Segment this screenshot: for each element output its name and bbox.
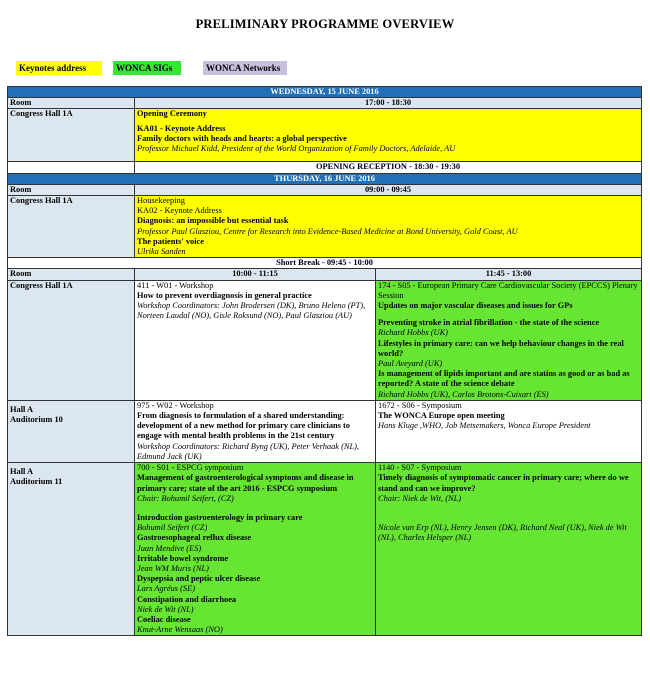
room-name: Hall A Auditorium 11 xyxy=(8,463,135,636)
session-code: 174 - S05 - European Primary Care Cardiovascular Society (EPCCS) Plenary Session xyxy=(378,280,638,300)
session-code: 700 - S01 - ESPCG symposium xyxy=(137,463,244,473)
speaker: Niek de Wit (NL) xyxy=(137,604,194,614)
session-title: Opening Ceremony xyxy=(137,109,207,119)
time-slot: 10:00 - 11:15 xyxy=(135,269,376,280)
day-header: WEDNESDAY, 15 JUNE 2016 xyxy=(8,87,642,98)
speaker: Workshop Coordinators: Richard Byng (UK), Peter Verhaak (NL), Edmund Jack (UK) xyxy=(137,441,359,461)
session-cell xyxy=(376,400,642,462)
chair: Chair: Niek de Wit, (NL) xyxy=(378,493,462,503)
session-title: Diagnosis: an impossible but essential task xyxy=(137,216,289,226)
session-code: 1140 - S07 - Symposium xyxy=(378,463,462,473)
talk-title: Coeliac disease xyxy=(137,614,191,624)
session-title: The WONCA Europe open meeting xyxy=(378,411,505,421)
speaker: Hans Kluge ,WHO, Job Metsemakers, Wonca Europe President xyxy=(378,421,591,431)
room-label: Room xyxy=(8,98,135,109)
room-label: Room xyxy=(8,269,135,280)
speaker: Richard Hobbs (UK), Carlos Brotons-Cuixart (ES) xyxy=(378,389,549,399)
session-cell xyxy=(376,280,642,400)
speaker: Ulrika Sanden xyxy=(137,247,186,257)
talk-title: Is management of lipids important and are statins as good or as bad as reported? A state of the science debate xyxy=(378,369,630,389)
reception-row: OPENING RECEPTION - 18:30 - 19:30 xyxy=(135,162,642,173)
session-title: Updates on major vascular diseases and issues for GPs xyxy=(378,301,573,311)
day-header: THURSDAY, 16 JUNE 2016 xyxy=(8,173,642,184)
session-code: 975 - W02 - Workshop xyxy=(137,400,214,410)
speaker: Juan Mendive (ES) xyxy=(137,543,202,553)
speaker: Lars Agréus (SE) xyxy=(137,584,196,594)
session-cell xyxy=(135,463,376,636)
speaker: Professor Michael Kidd, President of the World Organization of Family Doctors, Adelaide, AU xyxy=(137,144,456,154)
speaker: Knut-Arne Wensaas (NO) xyxy=(137,625,223,635)
room-label: Room xyxy=(8,184,135,195)
legend-networks: WONCA Networks xyxy=(203,61,287,75)
talk-title: Introduction gastroenterology in primary care xyxy=(137,512,303,522)
room-name: Congress Hall 1A xyxy=(8,196,135,258)
speaker: Richard Hobbs (UK) xyxy=(378,328,448,338)
speaker: Workshop Coordinators: John Brodersen (DK), Bruno Heleno (PT), Norteen Laudal (NO), Gisle Roksund (NO), Paul Glasziou (AU) xyxy=(137,301,366,321)
session-cell xyxy=(376,463,642,636)
speaker: Bohumil Seifert (CZ) xyxy=(137,523,208,533)
talk-title: Constipation and diarrhoea xyxy=(137,594,237,604)
talk-title: Lifestyles in primary care: can we help behaviour changes in the real world? xyxy=(378,338,624,358)
session-title: From diagnosis to formulation of a shared understanding: development of a new method for primary care clinicians to engage with mental health problems in the 21st century xyxy=(137,411,350,441)
talk-title: Preventing stroke in atrial fibrillation - the state of the science xyxy=(378,318,600,328)
legend-keynotes: Keynotes address xyxy=(16,61,102,75)
speaker: Professor Paul Glasziou, Centre for Research into Evidence-Based Medicine at Bond University, Gold Coast, AU xyxy=(137,226,518,236)
session-cell xyxy=(135,280,376,400)
session-cell xyxy=(135,400,376,462)
talk-title: Dyspepsia and peptic ulcer disease xyxy=(137,574,261,584)
session-cell xyxy=(135,109,642,162)
session-title: How to prevent overdiagnosis in general practice xyxy=(137,290,312,300)
talk-title: Gastroesophageal reflux disease xyxy=(137,533,252,543)
session-title: The patients' voice xyxy=(137,236,204,246)
session-code: 1672 - S06 - Symposium xyxy=(378,400,462,410)
session-title: Timely diagnosis of symptomatic cancer in primary care; where do we stand and can we improve? xyxy=(378,473,629,493)
break-row: Short Break - 09:45 - 10:00 xyxy=(8,258,642,269)
page-title: PRELIMINARY PROGRAMME OVERVIEW xyxy=(195,17,455,31)
time-slot: 11:45 - 13:00 xyxy=(376,269,642,280)
room-name: Congress Hall 1A xyxy=(8,280,135,400)
session-title: Management of gastroenterological symptoms and disease in primary care; state of the art 2016 - ESPCG symposium xyxy=(137,473,354,493)
legend-sigs: WONCA SIGs xyxy=(113,61,181,75)
time-slot: 09:00 - 09:45 xyxy=(135,184,642,195)
speaker: Paul Aveyard (UK) xyxy=(378,359,443,369)
time-slot: 17:00 - 18:30 xyxy=(135,98,642,109)
speaker: Nicole van Erp (NL), Henry Jensen (DK), Richard Neal (UK), Niek de Wit (NL), Charles Helsper (NL) xyxy=(378,522,627,543)
chair: Chair: Bohumil Seifert, (CZ) xyxy=(137,493,234,503)
session-code: KA02 - Keynote Address xyxy=(137,206,222,216)
session-title: Family doctors with heads and hearts: a global perspective xyxy=(137,133,347,143)
session-note: Housekeeping xyxy=(137,196,185,206)
talk-title: Irritable bowel syndrome xyxy=(137,553,229,563)
session-code: KA01 - Keynote Address xyxy=(137,123,226,133)
session-code: 411 - W01 - Workshop xyxy=(137,280,214,290)
speaker: Jean WM Muris (NL) xyxy=(137,563,209,573)
room-name: Congress Hall 1A xyxy=(8,109,135,162)
programme-table xyxy=(7,86,642,636)
room-name: Hall A Auditorium 10 xyxy=(8,400,135,462)
session-cell xyxy=(135,196,642,258)
